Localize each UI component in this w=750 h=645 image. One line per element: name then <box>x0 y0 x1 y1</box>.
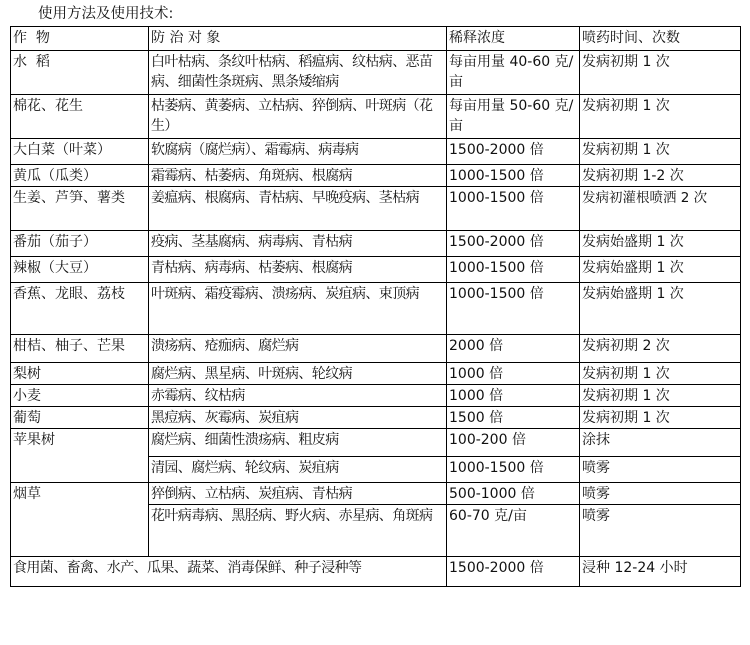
header-time: 喷药时间、次数 <box>580 27 741 51</box>
cell-disease: 叶斑病、霜疫霉病、溃疡病、炭疽病、束顶病 <box>149 283 447 335</box>
cell-crop: 柑桔、柚子、芒果 <box>11 335 149 363</box>
cell-disease: 腐烂病、黑星病、叶斑病、轮纹病 <box>149 363 447 385</box>
cell-time: 喷雾 <box>580 457 741 483</box>
cell-crop: 烟草 <box>11 483 149 557</box>
cell-disease: 赤霉病、纹枯病 <box>149 385 447 407</box>
cell-time: 发病初灌根喷洒 2 次 <box>580 187 741 231</box>
table-row <box>11 335 741 363</box>
cell-time: 发病初期 1 次 <box>580 95 741 139</box>
cell-crop: 番茄（茄子） <box>11 231 149 257</box>
cell-crop: 黄瓜（瓜类） <box>11 165 149 187</box>
table-row <box>11 139 741 165</box>
cell-concentration: 1500 倍 <box>447 407 580 429</box>
cell-time: 发病初期 1 次 <box>580 385 741 407</box>
cell-concentration: 1000 倍 <box>447 385 580 407</box>
table-header-row <box>11 27 741 51</box>
cell-crop: 葡萄 <box>11 407 149 429</box>
cell-disease: 黑痘病、灰霉病、炭疽病 <box>149 407 447 429</box>
cell-concentration: 1000-1500 倍 <box>447 187 580 231</box>
cell-crop: 辣椒（大豆） <box>11 257 149 283</box>
cell-concentration: 1000-1500 倍 <box>447 283 580 335</box>
cell-disease: 青枯病、病毒病、枯萎病、根腐病 <box>149 257 447 283</box>
cell-concentration: 1000-1500 倍 <box>447 165 580 187</box>
cell-disease: 猝倒病、立枯病、炭疽病、青枯病 <box>149 483 447 505</box>
cell-concentration: 1000 倍 <box>447 363 580 385</box>
cell-time: 发病始盛期 1 次 <box>580 257 741 283</box>
cell-concentration: 500-1000 倍 <box>447 483 580 505</box>
cell-disease: 疫病、茎基腐病、病毒病、青枯病 <box>149 231 447 257</box>
cell-time: 喷雾 <box>580 483 741 505</box>
header-crop: 作 物 <box>11 27 149 51</box>
cell-time: 发病初期 1-2 次 <box>580 165 741 187</box>
cell-time: 发病始盛期 1 次 <box>580 283 741 335</box>
table-row <box>11 283 741 335</box>
cell-disease: 花叶病毒病、黑胫病、野火病、赤星病、角斑病 <box>149 505 447 557</box>
usage-table <box>10 26 741 587</box>
cell-concentration: 60-70 克/亩 <box>447 505 580 557</box>
cell-concentration: 1500-2000 倍 <box>447 139 580 165</box>
cell-concentration: 1000-1500 倍 <box>447 457 580 483</box>
cell-time: 涂抹 <box>580 429 741 457</box>
cell-time: 发病初期 1 次 <box>580 363 741 385</box>
cell-crop: 小麦 <box>11 385 149 407</box>
table-row <box>11 51 741 95</box>
cell-crop-disease: 食用菌、畜禽、水产、瓜果、蔬菜、消毒保鲜、种子浸种等 <box>11 557 447 587</box>
cell-disease: 姜瘟病、根腐病、青枯病、早晚疫病、茎枯病 <box>149 187 447 231</box>
table-row <box>11 483 741 505</box>
cell-time: 发病初期 2 次 <box>580 335 741 363</box>
table-row <box>11 407 741 429</box>
cell-concentration: 每亩用量 50-60 克/亩 <box>447 95 580 139</box>
table-body <box>11 51 741 587</box>
cell-disease: 软腐病（腐烂病）、霜霉病、病毒病 <box>149 139 447 165</box>
cell-disease: 溃疡病、疮痂病、腐烂病 <box>149 335 447 363</box>
cell-time: 发病初期 1 次 <box>580 139 741 165</box>
document-heading: 使用方法及使用技术: <box>38 6 174 22</box>
cell-time: 发病初期 1 次 <box>580 407 741 429</box>
table-row <box>11 165 741 187</box>
header-disease: 防 治 对 象 <box>149 27 447 51</box>
cell-concentration: 100-200 倍 <box>447 429 580 457</box>
table-row <box>11 363 741 385</box>
cell-time: 浸种 12-24 小时 <box>580 557 741 587</box>
cell-disease: 枯萎病、黄萎病、立枯病、猝倒病、叶斑病（花生） <box>149 95 447 139</box>
cell-crop: 梨树 <box>11 363 149 385</box>
cell-concentration: 1500-2000 倍 <box>447 557 580 587</box>
cell-crop: 棉花、花生 <box>11 95 149 139</box>
header-concentration: 稀释浓度 <box>447 27 580 51</box>
cell-concentration: 1500-2000 倍 <box>447 231 580 257</box>
cell-disease: 清园、腐烂病、轮纹病、炭疽病 <box>149 457 447 483</box>
table-row <box>11 257 741 283</box>
cell-crop: 水 稻 <box>11 51 149 95</box>
cell-time: 发病始盛期 1 次 <box>580 231 741 257</box>
cell-crop: 生姜、芦笋、薯类 <box>11 187 149 231</box>
table-row <box>11 231 741 257</box>
table-row <box>11 429 741 457</box>
cell-disease: 腐烂病、细菌性溃疡病、粗皮病 <box>149 429 447 457</box>
cell-crop: 香蕉、龙眼、荔枝 <box>11 283 149 335</box>
cell-concentration: 1000-1500 倍 <box>447 257 580 283</box>
table-row <box>11 95 741 139</box>
cell-disease: 白叶枯病、条纹叶枯病、稻瘟病、纹枯病、恶苗病、细菌性条斑病、黑条矮缩病 <box>149 51 447 95</box>
table-row <box>11 557 741 587</box>
cell-time: 发病初期 1 次 <box>580 51 741 95</box>
table-row <box>11 187 741 231</box>
cell-concentration: 每亩用量 40-60 克/亩 <box>447 51 580 95</box>
cell-concentration: 2000 倍 <box>447 335 580 363</box>
cell-crop: 苹果树 <box>11 429 149 483</box>
cell-crop: 大白菜（叶菜） <box>11 139 149 165</box>
table-row <box>11 385 741 407</box>
cell-disease: 霜霉病、枯萎病、角斑病、根腐病 <box>149 165 447 187</box>
cell-time: 喷雾 <box>580 505 741 557</box>
